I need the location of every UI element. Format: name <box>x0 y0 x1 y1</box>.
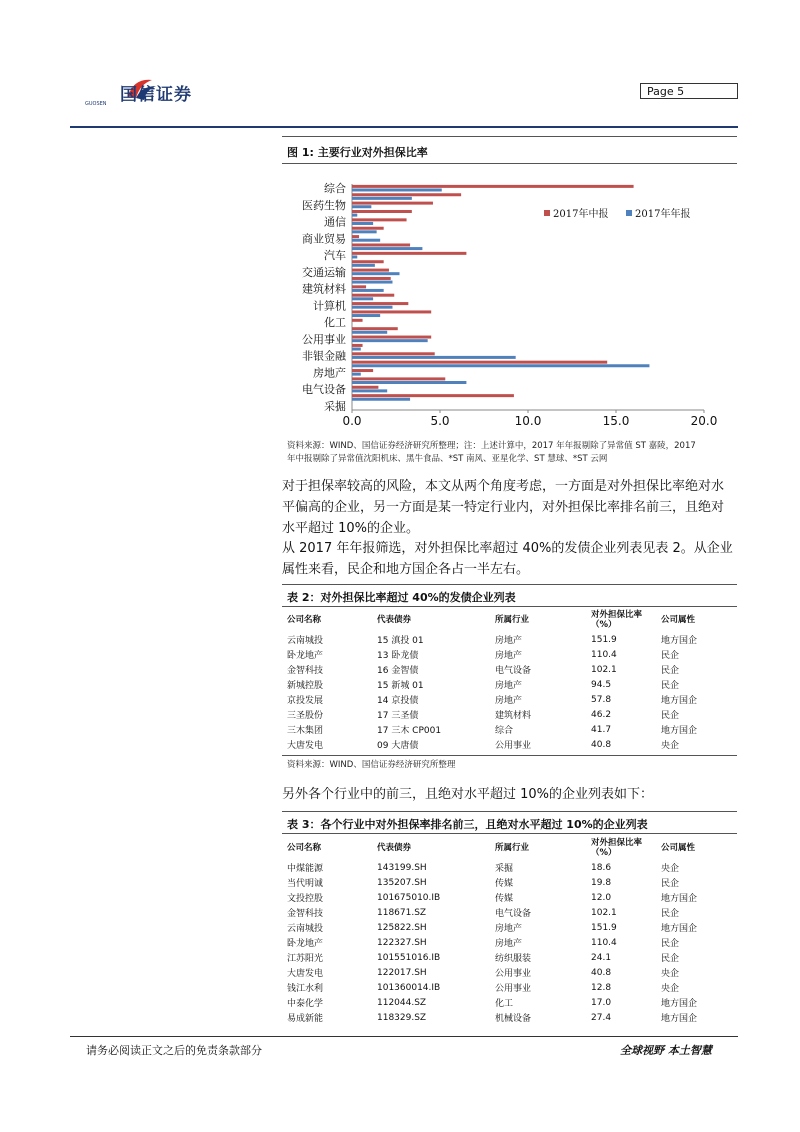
bar-mid-year <box>352 369 373 372</box>
table-cell: 110.4 <box>591 937 617 948</box>
bar-mid-year <box>352 277 391 280</box>
table-cell: 40.8 <box>591 967 612 978</box>
table-cell: 118671.SZ <box>377 907 427 918</box>
table-cell: 118329.SZ <box>377 1012 427 1023</box>
bar-annual <box>352 297 373 300</box>
table-header-row <box>287 836 731 860</box>
category-label: 综合 <box>324 182 346 196</box>
table-cell: 46.2 <box>591 709 612 720</box>
bar-annual <box>352 205 371 208</box>
bar-mid-year <box>352 310 431 313</box>
table2-top-rule <box>282 584 737 585</box>
bar-annual <box>352 373 361 376</box>
table-cell: 云南城投 <box>287 636 324 646</box>
col-header: 对外担保比率（%） <box>591 838 643 858</box>
bar-mid-year <box>352 361 607 364</box>
figure-title-rule <box>282 163 737 164</box>
category-label: 非银金融 <box>302 349 346 363</box>
table-header-row <box>287 608 731 632</box>
table-cell: 化工 <box>495 999 514 1009</box>
bar-annual <box>352 281 392 284</box>
table-cell: 大唐发电 <box>287 969 324 979</box>
table-cell: 24.1 <box>591 952 612 963</box>
table-cell: 央企 <box>661 984 680 994</box>
table-cell: 15 新城 01 <box>377 681 424 691</box>
table-cell: 102.1 <box>591 664 617 675</box>
figure-source <box>287 440 696 466</box>
table-cell: 14 京投债 <box>377 696 419 706</box>
bar-mid-year <box>352 294 394 297</box>
paragraph-line: 属性来看，民企和地方国企各占一半左右。 <box>282 562 530 577</box>
table-cell: 94.5 <box>591 679 612 690</box>
bar-mid-year <box>352 210 412 213</box>
bar-mid-year <box>352 327 398 330</box>
table-cell: 12.8 <box>591 982 612 993</box>
table-cell: 电气设备 <box>495 909 532 919</box>
bar-annual <box>352 364 649 367</box>
table-cell: 18.6 <box>591 862 612 873</box>
table-row <box>287 875 731 890</box>
table-cell: 综合 <box>495 726 514 736</box>
bar-annual <box>352 381 466 384</box>
legend-label: 2017年年报 <box>635 209 691 220</box>
bar-mid-year <box>352 269 389 272</box>
footer-slogan: 全球视野 本土智慧 <box>620 1044 712 1057</box>
bar-annual <box>352 230 377 233</box>
col-header: 代表债券 <box>377 843 412 853</box>
table3-top-rule <box>282 811 737 812</box>
bar-annual <box>352 197 412 200</box>
table-row <box>287 632 731 647</box>
bar-annual <box>352 239 380 242</box>
bar-mid-year <box>352 185 634 188</box>
table-cell: 京投发展 <box>287 696 324 706</box>
legend-swatch <box>544 210 550 216</box>
table-cell: 27.4 <box>591 1012 612 1023</box>
col-header: 所属行业 <box>495 615 530 625</box>
table-cell: 民企 <box>661 666 680 676</box>
table3 <box>287 836 731 1025</box>
bar-annual <box>352 339 428 342</box>
table-row <box>287 920 731 935</box>
table-cell: 122327.SH <box>377 937 427 948</box>
table-cell: 地方国企 <box>661 696 698 706</box>
table-cell: 17 三木 CP001 <box>377 726 442 736</box>
table-cell: 文投控股 <box>287 894 324 904</box>
table-cell: 钱江水利 <box>287 984 324 994</box>
table-row <box>287 950 731 965</box>
table-cell: 09 大唐债 <box>377 741 419 751</box>
legend-label: 2017年中报 <box>553 209 609 220</box>
paragraph-line: 水平超过 10%的企业。 <box>282 521 420 536</box>
bar-mid-year <box>352 302 408 305</box>
table-cell: 央企 <box>661 969 680 979</box>
bar-annual <box>352 331 387 334</box>
table-row <box>287 905 731 920</box>
table-cell: 地方国企 <box>661 726 698 736</box>
table-cell: 采掘 <box>495 864 514 874</box>
col-header: 对外担保比率（%） <box>591 610 643 630</box>
table-row <box>287 965 731 980</box>
bar-mid-year <box>352 202 433 205</box>
table-row <box>287 737 731 752</box>
bar-mid-year <box>352 352 435 355</box>
col-header: 公司属性 <box>661 615 696 625</box>
table-cell: 央企 <box>661 741 680 751</box>
table-cell: 江苏阳光 <box>287 954 324 964</box>
table-cell: 金智科技 <box>287 909 324 919</box>
table-cell: 金智科技 <box>287 666 324 676</box>
table3-title-rule <box>282 833 737 834</box>
table-cell: 易成新能 <box>287 1014 324 1024</box>
header-divider <box>70 126 738 128</box>
paragraph-line: 从 2017 年年报筛选，对外担保比率超过 40%的发债企业列表见表 2。从企业 <box>282 541 733 556</box>
table-cell: 143199.SH <box>377 862 427 873</box>
paragraph-line: 对于担保率较高的风险，本文从两个角度考虑，一方面是对外担保比率绝对水 <box>282 479 725 494</box>
table-cell: 云南城投 <box>287 924 324 934</box>
figure-source-line-1: 资料来源：WIND、国信证券经济研究所整理；注：上述计算中，2017 年年报剔除了异常值 ST 嘉陵，2017 <box>287 441 696 451</box>
table-cell: 101360014.IB <box>377 982 441 993</box>
table-cell: 民企 <box>661 939 680 949</box>
paragraph-risk <box>282 476 740 539</box>
bar-mid-year <box>352 386 378 389</box>
table2-source: 资料来源：WIND、国信证券经济研究所整理 <box>287 760 456 770</box>
table-cell: 地方国企 <box>661 1014 698 1024</box>
bar-mid-year <box>352 344 363 347</box>
col-header: 代表债券 <box>377 615 412 625</box>
table-cell: 民企 <box>661 681 680 691</box>
x-tick-label: 20.0 <box>690 414 718 428</box>
bar-mid-year <box>352 235 359 238</box>
footer-divider <box>70 1036 738 1037</box>
table-cell: 中泰化学 <box>287 999 324 1009</box>
bar-mid-year <box>352 227 384 230</box>
brand-sub: GUOSEN <box>85 101 107 107</box>
table-row <box>287 692 731 707</box>
table-cell: 151.9 <box>591 634 617 645</box>
bar-mid-year <box>352 394 514 397</box>
col-header: 所属行业 <box>495 843 530 853</box>
table-cell: 三木集团 <box>287 726 324 736</box>
table-cell: 央企 <box>661 864 680 874</box>
table-cell: 新城控股 <box>287 681 324 691</box>
bar-mid-year <box>352 319 363 322</box>
category-label: 房地产 <box>313 366 346 380</box>
category-label: 公用事业 <box>302 332 346 346</box>
table-cell: 三圣股份 <box>287 711 324 721</box>
table-cell: 19.8 <box>591 877 612 888</box>
table-cell: 当代明诚 <box>287 879 324 889</box>
figure-source-line-2: 年中报剔除了异常值沈阳机床、黑牛食品、*ST 南风、亚星化学、ST 慧球、*ST 云网 <box>287 454 608 464</box>
table2-title: 表 2：对外担保比率超过 40%的发债企业列表 <box>287 591 516 604</box>
category-label: 交通运输 <box>302 265 346 279</box>
bar-annual <box>352 264 375 267</box>
x-tick-label: 10.0 <box>514 414 542 428</box>
table-row <box>287 995 731 1010</box>
bar-annual <box>352 306 392 309</box>
table-row <box>287 647 731 662</box>
table-cell: 112044.SZ <box>377 997 427 1008</box>
table-cell: 地方国企 <box>661 894 698 904</box>
bar-mid-year <box>352 252 466 255</box>
paragraph-line: 平偏高的企业，另一方面是某一特定行业内，对外担保比率排名前三，且绝对 <box>282 500 725 515</box>
bar-annual <box>352 389 387 392</box>
bar-mid-year <box>352 243 410 246</box>
col-header: 公司名称 <box>287 615 322 625</box>
table-cell: 57.8 <box>591 694 612 705</box>
bar-annual <box>352 398 410 401</box>
col-header: 公司名称 <box>287 843 322 853</box>
table-cell: 民企 <box>661 909 680 919</box>
table-cell: 房地产 <box>495 696 523 706</box>
bar-annual <box>352 247 422 250</box>
table2 <box>287 608 731 752</box>
category-label: 计算机 <box>313 299 346 313</box>
x-tick-label: 15.0 <box>602 414 630 428</box>
bar-mid-year <box>352 218 407 221</box>
table-cell: 102.1 <box>591 907 617 918</box>
bar-annual <box>352 255 357 258</box>
table-cell: 电气设备 <box>495 666 532 676</box>
category-label: 建筑材料 <box>302 282 346 296</box>
figure-top-rule <box>282 136 737 137</box>
table-row <box>287 980 731 995</box>
table-row <box>287 677 731 692</box>
x-tick-label: 5.0 <box>430 414 450 428</box>
table-cell: 纺织服装 <box>495 954 532 964</box>
table-cell: 12.0 <box>591 892 612 903</box>
table-cell: 17.0 <box>591 997 612 1008</box>
table2-bottom-rule <box>282 755 737 756</box>
table-cell: 101675010.IB <box>377 892 441 903</box>
table-cell: 大唐发电 <box>287 741 324 751</box>
bar-annual <box>352 356 516 359</box>
table-cell: 122017.SH <box>377 967 427 978</box>
table-row <box>287 722 731 737</box>
bar-annual <box>352 272 400 275</box>
table-cell: 房地产 <box>495 939 523 949</box>
table2-title-rule <box>282 606 737 607</box>
bar-mid-year <box>352 193 461 196</box>
category-label: 化工 <box>324 316 346 330</box>
disclaimer-note: 请务必阅读正文之后的免责条款部分 <box>86 1044 262 1057</box>
bar-mid-year <box>352 336 431 339</box>
table-cell: 民企 <box>661 954 680 964</box>
table-cell: 地方国企 <box>661 924 698 934</box>
table-row <box>287 860 731 875</box>
table-row <box>287 707 731 722</box>
table-row <box>287 662 731 677</box>
paragraph-top3: 另外各个行业中的前三，且绝对水平超过 10%的企业列表如下： <box>282 787 654 802</box>
category-label: 采掘 <box>324 399 346 413</box>
bar-mid-year <box>352 285 366 288</box>
category-label: 通信 <box>324 215 346 229</box>
table3-title: 表 3：各个行业中对外担保率排名前三，且绝对水平超过 10%的企业列表 <box>287 818 648 831</box>
table-cell: 民企 <box>661 651 680 661</box>
table-cell: 房地产 <box>495 651 523 661</box>
table-cell: 卧龙地产 <box>287 651 324 661</box>
table-cell: 110.4 <box>591 649 617 660</box>
table-cell: 房地产 <box>495 636 523 646</box>
table-cell: 41.7 <box>591 724 612 735</box>
table-cell: 卧龙地产 <box>287 939 324 949</box>
table-cell: 机械设备 <box>495 1014 532 1024</box>
table-cell: 公用事业 <box>495 741 532 751</box>
table-row <box>287 890 731 905</box>
table-cell: 15 滇投 01 <box>377 636 424 646</box>
bar-annual <box>352 348 361 351</box>
table-cell: 公用事业 <box>495 984 532 994</box>
table-cell: 17 三圣债 <box>377 711 419 721</box>
table-cell: 101551016.IB <box>377 952 441 963</box>
bar-annual <box>352 222 373 225</box>
table-cell: 40.8 <box>591 739 612 750</box>
table-cell: 建筑材料 <box>495 711 532 721</box>
table-cell: 民企 <box>661 879 680 889</box>
x-tick-label: 0.0 <box>342 414 362 428</box>
col-header: 公司属性 <box>661 843 696 853</box>
bar-annual <box>352 314 380 317</box>
table-cell: 地方国企 <box>661 636 698 646</box>
category-label: 电气设备 <box>302 383 346 397</box>
table-cell: 地方国企 <box>661 999 698 1009</box>
category-label: 汽车 <box>324 249 346 263</box>
page-number: Page 5 <box>640 83 738 99</box>
table-row <box>287 935 731 950</box>
table-cell: 传媒 <box>495 894 514 904</box>
table-cell: 16 金智债 <box>377 666 419 676</box>
table-cell: 13 卧龙债 <box>377 651 419 661</box>
table-row <box>287 1010 731 1025</box>
table-cell: 135207.SH <box>377 877 427 888</box>
legend-swatch <box>626 210 632 216</box>
table-cell: 房地产 <box>495 681 523 691</box>
table-cell: 151.9 <box>591 922 617 933</box>
category-label: 医药生物 <box>302 198 346 212</box>
figure-title: 图 1: 主要行业对外担保比率 <box>287 146 428 159</box>
bar-annual <box>352 289 384 292</box>
table-cell: 传媒 <box>495 879 514 889</box>
bar-annual <box>352 188 442 191</box>
bar-annual <box>352 214 357 217</box>
paragraph-screening <box>282 538 740 580</box>
table-cell: 公用事业 <box>495 969 532 979</box>
brand-name: 国信证券 <box>120 85 192 105</box>
bar-mid-year <box>352 377 445 380</box>
table-cell: 民企 <box>661 711 680 721</box>
category-label: 商业贸易 <box>302 232 346 246</box>
table-cell: 125822.SH <box>377 922 427 933</box>
guarantee-ratio-chart <box>282 166 737 436</box>
table-cell: 房地产 <box>495 924 523 934</box>
bar-mid-year <box>352 260 384 263</box>
table-cell: 中煤能源 <box>287 864 324 874</box>
